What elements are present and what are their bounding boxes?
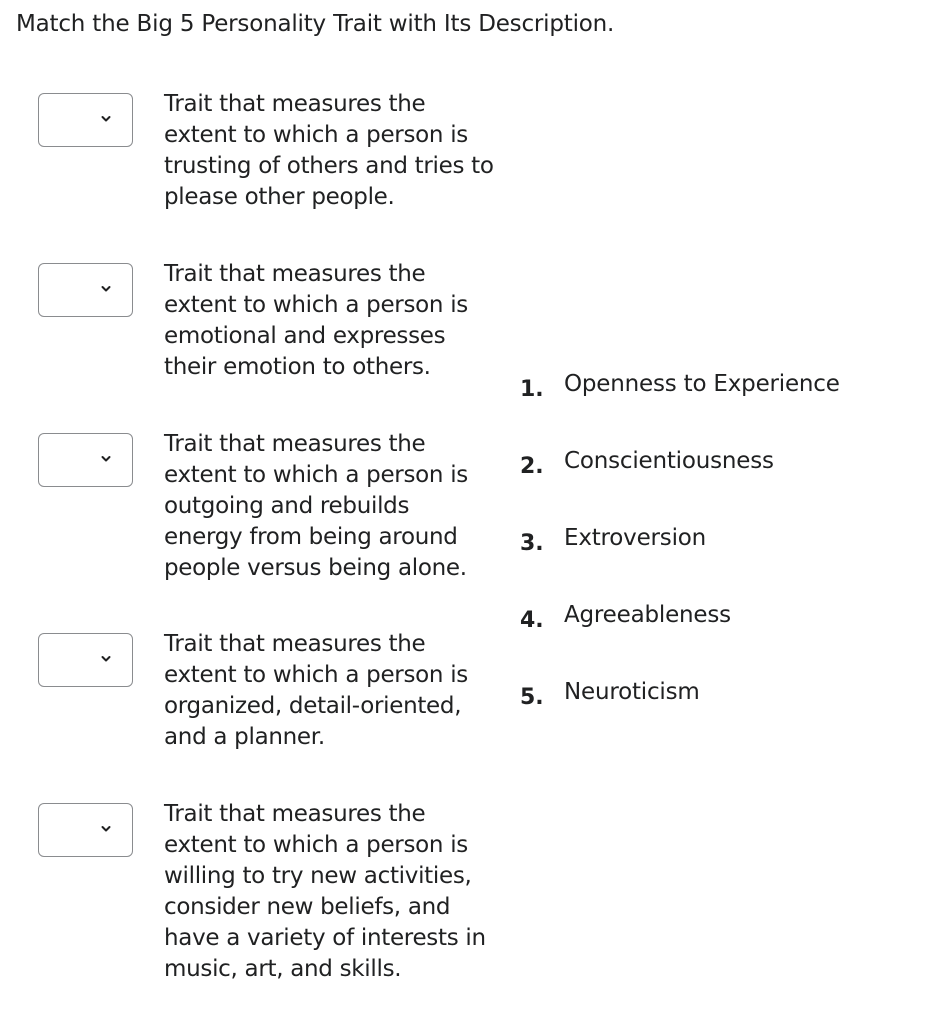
choice-label: Agreeableness <box>564 602 731 628</box>
trait-description: Trait that measures the extent to which a person is trusting of others and tries to please other people. <box>164 91 494 210</box>
chevron-down-icon <box>101 655 111 663</box>
trait-description: Trait that measures the extent to which a person is outgoing and rebuilds energy from being around people versus being alone. <box>164 431 468 581</box>
choice-label: Conscientiousness <box>564 448 774 474</box>
choice-label: Neuroticism <box>564 679 700 705</box>
chevron-down-icon <box>101 285 111 293</box>
trait-description: Trait that measures the extent to which a person is willing to try new activities, consider new beliefs, and have a variety of interests in music, art, and skills. <box>164 801 486 982</box>
trait-description: Trait that measures the extent to which a person is emotional and expresses their emotion to others. <box>164 261 468 380</box>
answer-dropdown[interactable] <box>38 633 133 687</box>
trait-description: Trait that measures the extent to which a person is organized, detail-oriented, and a planner. <box>164 631 468 750</box>
chevron-down-icon <box>101 455 111 463</box>
choice-number: 2. <box>520 454 544 479</box>
choice-number: 5. <box>520 685 544 710</box>
choice-label: Openness to Experience <box>564 371 840 397</box>
chevron-down-icon <box>101 825 111 833</box>
choice-number: 1. <box>520 377 544 402</box>
answer-dropdown[interactable] <box>38 93 133 147</box>
choice-number: 4. <box>520 608 544 633</box>
choice-label: Extroversion <box>564 525 707 551</box>
question-title: Match the Big 5 Personality Trait with Its Description. <box>16 11 615 37</box>
answer-dropdown[interactable] <box>38 803 133 857</box>
answer-dropdown[interactable] <box>38 433 133 487</box>
choice-number: 3. <box>520 531 544 556</box>
answer-dropdown[interactable] <box>38 263 133 317</box>
chevron-down-icon <box>101 115 111 123</box>
